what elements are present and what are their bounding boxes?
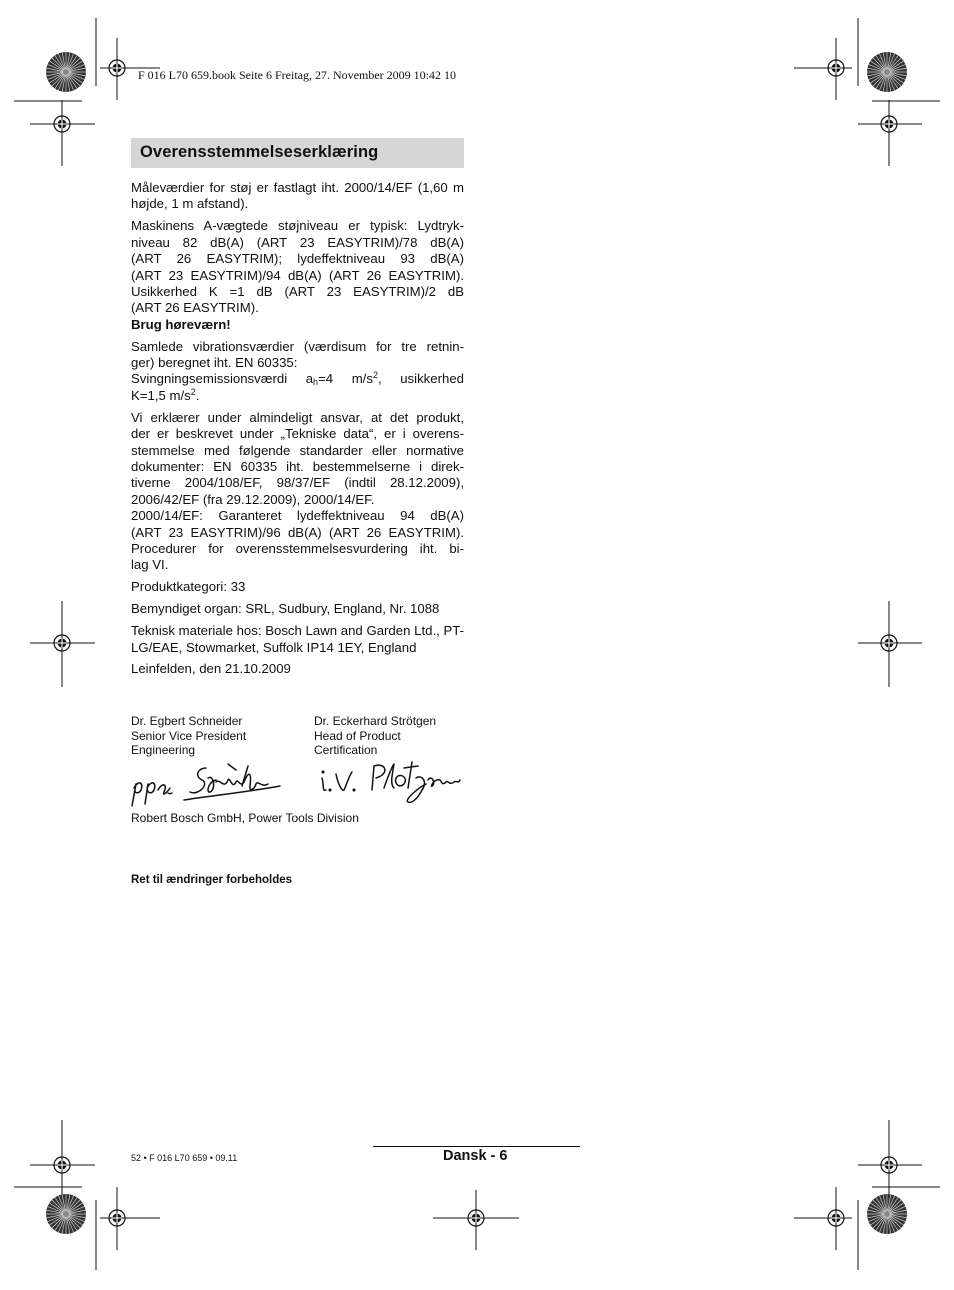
product-category: Produktkategori: 33 [131,579,246,595]
noise-level-paragraph [131,218,464,316]
company-division: Robert Bosch GmbH, Power Tools Division [131,811,359,825]
print-header: F 016 L70 659.book Seite 6 Freitag, 27. November 2009 10:42 10 [138,68,456,82]
signature-left [128,760,288,810]
vibration-line: Samlede vibrationsværdier (værdisum for tre retnin- [131,338,464,354]
signer-name: Dr. Egbert Schneider [131,714,243,728]
noise-line: (ART 26 EASYTRIM). [131,300,259,316]
noise-line: niveau 82 dB(A) (ART 23 EASYTRIM)/78 dB(A) [131,234,464,250]
signer-title: Senior Vice President [131,728,247,743]
signature-right [314,758,464,810]
vibration-line: ger) beregnet iht. EN 60335: [131,355,298,371]
declaration-line: dokumenter: EN 60335 iht. bestemmelserne i direk- [131,459,464,474]
signer-dept: Engineering [131,743,196,758]
declaration-line: stemmelse med følgende standarder eller normative [131,442,464,458]
section-title: Overensstemmelseserklæring [140,143,379,161]
footer-document-code: 52 • F 016 L70 659 • 09.11 [131,1153,238,1163]
declaration-line: tiverne 2004/108/EF, 98/37/EF (indtil 28.12.2009), [131,475,464,491]
hearing-protection-warning: Brug høreværn! [131,316,231,332]
vibration-subscript: h [313,377,319,388]
declaration-line: 2000/14/EF: Garanteret lydeffektniveau 94 dB(A) [131,508,464,524]
noise-line: Maskinens A-vægtede støjniveau er typisk: Lydtryk- [131,218,464,234]
vibration-paragraph [131,339,464,405]
vibration-post: , usikkerhed [377,371,464,387]
vibration-pre: Svingningsemissionsværdi a [131,371,314,387]
uncertainty-superscript: 2 [190,386,196,397]
footer-rule [373,1146,580,1147]
uncertainty-post: . [195,387,200,403]
section-heading-box [131,138,464,168]
declaration-text [131,180,464,683]
declaration-line: Procedurer for overensstemmelsesvurdering iht. bi- [131,541,464,557]
declaration-line: (ART 23 EASYTRIM)/96 dB(A) (ART 26 EASYTRIM). [131,524,464,540]
declaration-line: 2006/42/EF (fra 29.12.2009), 2000/14/EF. [131,491,375,507]
notified-body: Bemyndiget organ: SRL, Sudbury, England, Nr. 1088 [131,601,440,617]
declaration-line: Vi erklærer under almindeligt ansvar, at det produkt, [131,409,464,425]
noise-line: (ART 26 EASYTRIM); lydeffektniveau 93 dB(A) [131,251,464,267]
technical-file: Teknisk materiale hos: Bosch Lawn and Garden Ltd., PT-LG/EAE, Stowmarket, Suffolk IP14 1EY, England [131,623,464,655]
footer-page-label: Dansk - 6 [443,1148,508,1164]
signer-title: Head of Product [314,728,401,743]
declaration-paragraph [131,410,464,574]
change-notice: Ret til ændringer forbeholdes [131,874,293,886]
noise-measurement-paragraph: Måleværdier for støj er fastlagt iht. 2000/14/EF (1,60 m højde, 1 m afstand). [131,180,464,212]
noise-line: Usikkerhed K =1 dB (ART 23 EASYTRIM)/2 dB [131,283,464,299]
vibration-superscript: 2 [372,370,378,381]
declaration-line: lag VI. [131,557,169,573]
place-date: Leinfelden, den 21.10.2009 [131,661,291,677]
uncertainty-line [131,388,464,404]
signer-left [131,714,301,758]
signer-dept: Certification [314,743,378,758]
signer-right [314,714,484,758]
vibration-value: =4 m/s [318,371,373,387]
uncertainty-pre: K=1,5 m/s [131,387,191,403]
signer-name: Dr. Eckerhard Strötgen [314,714,437,728]
vibration-emission-line [131,371,464,387]
noise-line: (ART 23 EASYTRIM)/94 dB(A) (ART 26 EASYTRIM). [131,267,464,283]
declaration-line: der er beskrevet under „Tekniske data“, er i overens- [131,426,464,442]
